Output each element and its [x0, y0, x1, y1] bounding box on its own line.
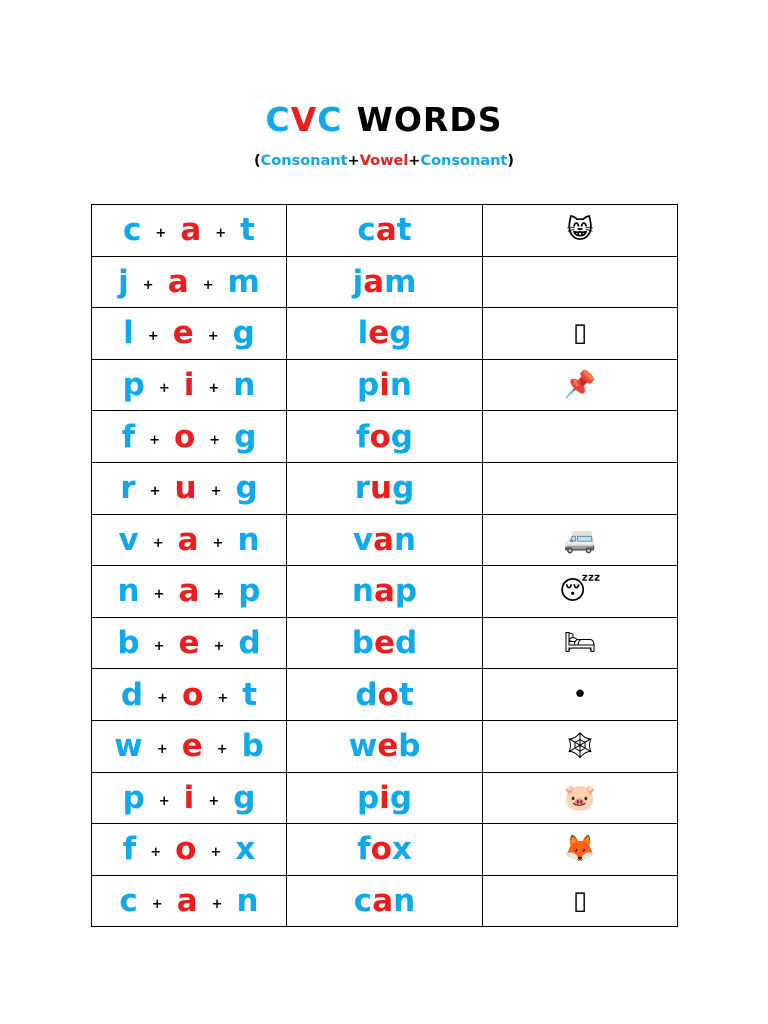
last-consonant: p [238, 573, 261, 610]
plus-sign: + [211, 897, 223, 913]
last-consonant: n [233, 367, 256, 404]
picture-cell [483, 308, 678, 360]
last-consonant: m [227, 263, 260, 300]
first-consonant: f [121, 418, 136, 455]
table-row [92, 669, 678, 721]
word-vowel: e [373, 625, 396, 662]
letter-split [92, 671, 286, 719]
split-cell [92, 720, 287, 772]
table-row [92, 411, 678, 463]
table-row [92, 772, 678, 824]
letter-split [92, 258, 286, 306]
plus-sign: + [209, 432, 221, 448]
word-vowel: a [373, 573, 395, 610]
cvc-word [287, 571, 482, 611]
word-first-consonant: b [351, 625, 374, 662]
table-row [92, 617, 678, 669]
last-consonant: g [233, 779, 256, 816]
picture-cell [483, 720, 678, 772]
plus-sign: + [149, 484, 161, 500]
picture-cell [483, 617, 678, 669]
word-cell [287, 308, 483, 360]
plus-sign: + [151, 897, 163, 913]
word-cell [287, 875, 483, 927]
plus-sign: + [158, 381, 170, 397]
vowel: u [174, 470, 197, 507]
subtitle-plus-1: + [347, 153, 360, 169]
word-last-consonant: n [393, 883, 416, 920]
picture-cell [483, 772, 678, 824]
vowel: a [167, 263, 189, 300]
first-consonant: j [118, 263, 129, 300]
split-cell [92, 462, 287, 514]
title-consonant-2: C [317, 100, 343, 139]
letter-split [92, 619, 286, 667]
letter-split [92, 567, 286, 615]
split-cell [92, 514, 287, 566]
last-consonant: t [240, 212, 255, 249]
subtitle-vowel: Vowel [359, 153, 409, 169]
picture-cell [483, 566, 678, 618]
cvc-word [287, 623, 482, 663]
word-last-consonant: g [389, 315, 412, 352]
first-consonant: p [122, 779, 145, 816]
word-last-consonant: b [398, 728, 421, 765]
van-icon: 🚐 [563, 524, 597, 555]
last-consonant: g [234, 418, 257, 455]
split-cell [92, 669, 287, 721]
table-row [92, 824, 678, 876]
split-cell [92, 875, 287, 927]
table-row [92, 566, 678, 618]
last-consonant: n [237, 521, 260, 558]
can-icon: ▯ [572, 886, 588, 917]
cvc-word [287, 262, 482, 302]
plus-sign: + [202, 277, 214, 293]
first-consonant: l [123, 315, 134, 352]
plus-sign: + [207, 329, 219, 345]
cvc-word [287, 520, 482, 560]
subtitle-plus-2: + [408, 153, 421, 169]
last-consonant: t [242, 676, 258, 713]
word-first-consonant: c [357, 212, 376, 249]
subtitle-consonant-1: Consonant [260, 153, 348, 169]
table-row [92, 359, 678, 411]
word-first-consonant: w [348, 728, 378, 765]
word-first-consonant: r [354, 470, 370, 507]
word-cell [287, 720, 483, 772]
last-consonant: g [235, 470, 258, 507]
word-cell [287, 205, 483, 257]
first-consonant: b [117, 625, 140, 662]
table-row [92, 875, 678, 927]
table-row [92, 514, 678, 566]
word-last-consonant: n [394, 521, 417, 558]
plus-sign: + [212, 535, 224, 551]
split-cell [92, 617, 287, 669]
first-consonant: c [119, 883, 138, 920]
plus-sign: + [149, 432, 160, 448]
vowel: e [181, 728, 203, 765]
split-cell [92, 772, 287, 824]
picture-cell [483, 359, 678, 411]
word-cell [287, 566, 483, 618]
last-consonant: g [232, 315, 255, 352]
dot-icon: • [572, 679, 588, 710]
letter-split [92, 722, 286, 770]
table-row [92, 308, 678, 360]
picture-cell [483, 256, 678, 308]
split-cell [92, 824, 287, 876]
word-vowel: o [377, 676, 399, 713]
letter-split [92, 361, 286, 409]
word-vowel: e [377, 728, 399, 765]
word-last-consonant: g [390, 418, 413, 455]
letter-split [92, 516, 286, 564]
last-consonant: x [235, 831, 256, 868]
bed-icon: 🛏 [563, 628, 597, 659]
leg-icon: ▯ [572, 318, 588, 349]
plus-sign: + [147, 329, 159, 345]
word-last-consonant: n [389, 367, 412, 404]
first-consonant: v [118, 521, 139, 558]
vowel: a [178, 573, 200, 610]
first-consonant: w [114, 728, 143, 765]
word-vowel: o [369, 418, 391, 455]
word-first-consonant: f [355, 418, 370, 455]
first-consonant: r [120, 470, 136, 507]
word-vowel: a [375, 212, 397, 249]
plus-sign: + [213, 587, 225, 603]
letter-split [92, 206, 286, 254]
word-cell [287, 359, 483, 411]
plus-sign: + [208, 793, 220, 809]
plus-sign: + [156, 742, 168, 758]
word-vowel: o [370, 831, 392, 868]
picture-cell [483, 205, 678, 257]
cvc-word [287, 210, 482, 250]
split-cell [92, 566, 287, 618]
cvc-word [287, 675, 482, 715]
plus-sign: + [217, 690, 229, 706]
word-cell [287, 256, 483, 308]
word-last-consonant: g [389, 779, 413, 816]
cvc-word [287, 313, 482, 353]
cvc-word [287, 881, 482, 921]
word-last-consonant: m [384, 263, 417, 300]
subtitle-consonant-2: Consonant [420, 153, 508, 169]
plus-sign: + [150, 845, 162, 861]
title-words: WORDS [356, 100, 503, 139]
split-cell [92, 256, 287, 308]
letter-split [92, 309, 286, 357]
last-consonant: n [236, 883, 259, 920]
word-cell [287, 462, 483, 514]
word-last-consonant: t [396, 212, 412, 249]
word-first-consonant: l [357, 315, 369, 352]
split-cell [92, 359, 287, 411]
table-row [92, 720, 678, 772]
vowel: o [182, 676, 204, 713]
vowel: e [172, 315, 194, 352]
vowel: i [183, 367, 195, 404]
vowel: o [173, 418, 196, 455]
pig-face-icon: 🐷 [563, 782, 597, 813]
table-row [92, 462, 678, 514]
vowel: e [178, 625, 200, 662]
word-last-consonant: g [392, 470, 415, 507]
word-cell [287, 669, 483, 721]
word-cell [287, 824, 483, 876]
word-vowel: i [379, 779, 390, 816]
plus-sign: + [153, 639, 165, 655]
title-vowel: V [290, 100, 318, 139]
subtitle-open-paren: ( [254, 153, 261, 169]
cat-face-icon: 😸 [566, 215, 594, 246]
picture-cell [483, 875, 678, 927]
picture-cell [483, 824, 678, 876]
letter-split [92, 774, 286, 822]
letter-split [92, 877, 286, 925]
plus-sign: + [157, 690, 169, 706]
plus-sign: + [155, 226, 167, 242]
spider-web-icon: 🕸 [563, 731, 597, 762]
split-cell [92, 205, 287, 257]
word-cell [287, 411, 483, 463]
letter-split [92, 413, 286, 461]
plus-sign: + [158, 793, 170, 809]
cvc-word [287, 726, 482, 766]
plus-sign: + [216, 742, 228, 758]
table-row [92, 205, 678, 257]
plus-sign: + [215, 226, 227, 242]
word-vowel: a [373, 521, 395, 558]
word-first-consonant: c [353, 883, 373, 920]
cvc-word [287, 778, 482, 818]
word-last-consonant: x [391, 831, 412, 868]
vowel: i [183, 779, 195, 816]
picture-cell [483, 462, 678, 514]
picture-cell [483, 411, 678, 463]
word-last-consonant: d [395, 625, 418, 662]
plus-sign: + [152, 535, 164, 551]
vowel: a [177, 521, 199, 558]
page-title [0, 98, 768, 142]
word-vowel: e [368, 315, 390, 352]
word-last-consonant: p [394, 573, 418, 610]
plus-sign: + [210, 845, 222, 861]
plus-sign: + [142, 277, 154, 293]
word-vowel: u [370, 470, 393, 507]
vowel: a [176, 883, 198, 920]
picture-cell [483, 514, 678, 566]
first-consonant: c [123, 212, 142, 249]
word-first-consonant: d [355, 676, 378, 713]
title-consonant-1: C [265, 100, 291, 139]
word-first-consonant: p [357, 367, 380, 404]
split-cell [92, 308, 287, 360]
word-vowel: i [379, 367, 390, 404]
first-consonant: d [120, 676, 144, 713]
plus-sign: + [153, 587, 165, 603]
plus-sign: + [208, 381, 220, 397]
first-consonant: f [122, 831, 137, 868]
word-vowel: a [363, 263, 385, 300]
word-last-consonant: t [398, 676, 414, 713]
last-consonant: b [241, 728, 264, 765]
pushpin-icon: 📌 [563, 370, 597, 401]
word-first-consonant: p [356, 779, 380, 816]
word-cell [287, 514, 483, 566]
cvc-word [287, 365, 482, 405]
cvc-word [287, 417, 482, 457]
word-first-consonant: j [352, 263, 364, 300]
sleeping-face-icon: 😴 [559, 576, 601, 607]
word-first-consonant: v [352, 521, 374, 558]
word-cell [287, 772, 483, 824]
first-consonant: p [122, 367, 145, 404]
fox-face-icon: 🦊 [563, 834, 597, 865]
plus-sign: + [213, 639, 225, 655]
first-consonant: n [117, 573, 140, 610]
table-row [92, 256, 678, 308]
word-first-consonant: n [351, 573, 374, 610]
subtitle-close-paren: ) [507, 153, 514, 169]
word-first-consonant: f [357, 831, 371, 868]
letter-split [92, 464, 286, 512]
cvc-words-table [91, 204, 678, 927]
vowel: o [175, 831, 197, 868]
page-subtitle [0, 150, 768, 172]
letter-split [92, 825, 286, 873]
plus-sign: + [210, 484, 222, 500]
picture-cell [483, 669, 678, 721]
word-vowel: a [372, 883, 394, 920]
word-cell [287, 617, 483, 669]
cvc-word [287, 468, 482, 508]
cvc-word [287, 829, 482, 869]
split-cell [92, 411, 287, 463]
last-consonant: d [238, 625, 261, 662]
vowel: a [180, 212, 202, 249]
